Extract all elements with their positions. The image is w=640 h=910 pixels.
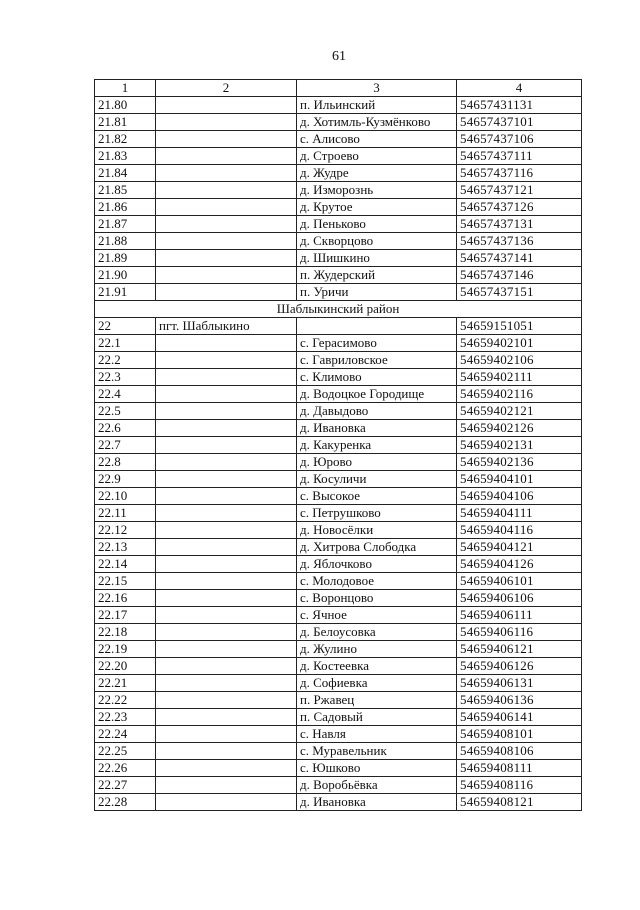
row-number-cell: 21.88 (95, 233, 156, 250)
row-number-cell: 22.14 (95, 556, 156, 573)
settlement-name-cell: д. Крутое (297, 199, 457, 216)
settlement-name-cell: д. Яблочково (297, 556, 457, 573)
oktmo-code-cell: 54659402126 (457, 420, 582, 437)
settlement-name-cell (297, 318, 457, 335)
settlement-name-cell: п. Ржавец (297, 692, 457, 709)
table-row (95, 114, 582, 131)
oktmo-code-cell: 54659408106 (457, 743, 582, 760)
settlement-type-cell (156, 216, 297, 233)
row-number-cell: 22.12 (95, 522, 156, 539)
table-row (95, 709, 582, 726)
oktmo-code-cell: 54659408121 (457, 794, 582, 811)
oktmo-code-cell: 54659402121 (457, 403, 582, 420)
settlement-type-cell (156, 114, 297, 131)
table-row (95, 318, 582, 335)
table-row (95, 369, 582, 386)
row-number-cell: 22.15 (95, 573, 156, 590)
settlement-type-cell: пгт. Шаблыкино (156, 318, 297, 335)
settlement-type-cell (156, 641, 297, 658)
oktmo-code-cell: 54659402106 (457, 352, 582, 369)
settlement-name-cell: д. Хитрова Слободка (297, 539, 457, 556)
row-number-cell: 22.20 (95, 658, 156, 675)
table-row (95, 165, 582, 182)
table-row (95, 505, 582, 522)
district-section (95, 301, 582, 318)
page-number: 61 (332, 49, 346, 64)
column-header: 4 (457, 80, 582, 97)
oktmo-code-cell: 54657437101 (457, 114, 582, 131)
oktmo-code-cell: 54659151051 (457, 318, 582, 335)
settlement-type-cell (156, 233, 297, 250)
settlement-type-cell (156, 250, 297, 267)
table-row (95, 233, 582, 250)
row-number-cell: 21.84 (95, 165, 156, 182)
row-number-cell: 22.3 (95, 369, 156, 386)
oktmo-code-cell: 54659406116 (457, 624, 582, 641)
settlement-name-cell: с. Гавриловское (297, 352, 457, 369)
row-number-cell: 22.8 (95, 454, 156, 471)
settlement-name-cell: с. Климово (297, 369, 457, 386)
settlement-type-cell (156, 199, 297, 216)
settlement-type-cell (156, 471, 297, 488)
oktmo-code-cell: 54659408111 (457, 760, 582, 777)
settlement-name-cell: д. Косуличи (297, 471, 457, 488)
oktmo-code-cell: 54657437126 (457, 199, 582, 216)
oktmo-code-cell: 54659402101 (457, 335, 582, 352)
table-row (95, 437, 582, 454)
settlement-name-cell: д. Строево (297, 148, 457, 165)
table-row (95, 352, 582, 369)
table-row (95, 675, 582, 692)
settlement-type-cell (156, 522, 297, 539)
district-row (95, 301, 582, 318)
column-header: 2 (156, 80, 297, 97)
settlement-name-cell: д. Какуренка (297, 437, 457, 454)
row-number-cell: 22.10 (95, 488, 156, 505)
table-row (95, 97, 582, 114)
settlement-type-cell (156, 335, 297, 352)
settlement-type-cell (156, 403, 297, 420)
settlement-type-cell (156, 182, 297, 199)
table-row (95, 590, 582, 607)
settlement-type-cell (156, 743, 297, 760)
table-row (95, 641, 582, 658)
settlement-name-cell: с. Муравельник (297, 743, 457, 760)
oktmo-code-cell: 54659406126 (457, 658, 582, 675)
settlement-type-cell (156, 590, 297, 607)
table-row (95, 794, 582, 811)
row-number-cell: 21.91 (95, 284, 156, 301)
table-row (95, 692, 582, 709)
oktmo-code-cell: 54657431131 (457, 97, 582, 114)
row-number-cell: 21.82 (95, 131, 156, 148)
settlement-type-cell (156, 675, 297, 692)
oktmo-code-cell: 54659404126 (457, 556, 582, 573)
settlement-name-cell: д. Скворцово (297, 233, 457, 250)
settlement-type-cell (156, 692, 297, 709)
settlement-code-table (94, 79, 582, 811)
oktmo-code-cell: 54659406136 (457, 692, 582, 709)
settlement-name-cell: д. Ивановка (297, 794, 457, 811)
oktmo-code-cell: 54659404116 (457, 522, 582, 539)
table-row (95, 760, 582, 777)
settlement-name-cell: с. Петрушково (297, 505, 457, 522)
settlement-type-cell (156, 267, 297, 284)
settlement-name-cell: с. Герасимово (297, 335, 457, 352)
settlement-type-cell (156, 777, 297, 794)
oktmo-code-cell: 54657437116 (457, 165, 582, 182)
table-row (95, 199, 582, 216)
oktmo-code-cell: 54659406101 (457, 573, 582, 590)
table-row (95, 726, 582, 743)
table-row (95, 216, 582, 233)
row-number-cell: 22.5 (95, 403, 156, 420)
settlement-name-cell: д. Шишкино (297, 250, 457, 267)
oktmo-code-cell: 54659402136 (457, 454, 582, 471)
row-number-cell: 22.1 (95, 335, 156, 352)
column-header: 3 (297, 80, 457, 97)
row-number-cell: 22.23 (95, 709, 156, 726)
settlement-type-cell (156, 760, 297, 777)
table-row (95, 607, 582, 624)
row-number-cell: 22.27 (95, 777, 156, 794)
row-number-cell: 22.17 (95, 607, 156, 624)
settlement-type-cell (156, 131, 297, 148)
row-number-cell: 22.13 (95, 539, 156, 556)
row-number-cell: 21.85 (95, 182, 156, 199)
settlement-name-cell: д. Белоусовка (297, 624, 457, 641)
settlement-name-cell: п. Садовый (297, 709, 457, 726)
row-number-cell: 22.9 (95, 471, 156, 488)
settlement-type-cell (156, 420, 297, 437)
settlement-name-cell: д. Давыдово (297, 403, 457, 420)
settlement-name-cell: п. Жудерский (297, 267, 457, 284)
table-row (95, 335, 582, 352)
settlement-type-cell (156, 607, 297, 624)
row-number-cell: 21.80 (95, 97, 156, 114)
settlement-type-cell (156, 539, 297, 556)
table-row (95, 556, 582, 573)
settlement-type-cell (156, 369, 297, 386)
table-row (95, 386, 582, 403)
table-row (95, 539, 582, 556)
row-number-cell: 21.81 (95, 114, 156, 131)
oktmo-code-cell: 54659404111 (457, 505, 582, 522)
settlement-type-cell (156, 488, 297, 505)
row-number-cell: 21.83 (95, 148, 156, 165)
table-row (95, 573, 582, 590)
oktmo-code-cell: 54659408116 (457, 777, 582, 794)
row-number-cell: 22.4 (95, 386, 156, 403)
oktmo-code-cell: 54657437121 (457, 182, 582, 199)
table-row (95, 182, 582, 199)
oktmo-code-cell: 54659404101 (457, 471, 582, 488)
row-number-cell: 22.2 (95, 352, 156, 369)
oktmo-code-cell: 54659406141 (457, 709, 582, 726)
table-row (95, 471, 582, 488)
column-header: 1 (95, 80, 156, 97)
table-row (95, 420, 582, 437)
row-number-cell: 22.21 (95, 675, 156, 692)
settlement-name-cell: с. Юшково (297, 760, 457, 777)
settlement-type-cell (156, 352, 297, 369)
table-row (95, 658, 582, 675)
row-number-cell: 22.28 (95, 794, 156, 811)
row-number-cell: 22.25 (95, 743, 156, 760)
row-number-cell: 22.18 (95, 624, 156, 641)
settlement-type-cell (156, 454, 297, 471)
oktmo-code-cell: 54659406121 (457, 641, 582, 658)
table-row (95, 250, 582, 267)
settlement-name-cell: с. Высокое (297, 488, 457, 505)
settlement-name-cell: д. Пеньково (297, 216, 457, 233)
settlement-type-cell (156, 658, 297, 675)
oktmo-code-cell: 54659406131 (457, 675, 582, 692)
settlement-type-cell (156, 709, 297, 726)
settlement-type-cell (156, 386, 297, 403)
row-number-cell: 22.6 (95, 420, 156, 437)
district-title: Шаблыкинский район (95, 301, 582, 318)
settlement-type-cell (156, 284, 297, 301)
settlement-name-cell: д. Костеевка (297, 658, 457, 675)
settlement-type-cell (156, 148, 297, 165)
table-body-before (95, 97, 582, 301)
settlement-name-cell: д. Софиевка (297, 675, 457, 692)
oktmo-code-cell: 54659402111 (457, 369, 582, 386)
row-number-cell: 22.22 (95, 692, 156, 709)
row-number-cell: 21.89 (95, 250, 156, 267)
settlement-name-cell: с. Навля (297, 726, 457, 743)
oktmo-code-cell: 54657437106 (457, 131, 582, 148)
settlement-name-cell: с. Воронцово (297, 590, 457, 607)
table-row (95, 743, 582, 760)
table-row (95, 148, 582, 165)
row-number-cell: 22 (95, 318, 156, 335)
settlement-type-cell (156, 505, 297, 522)
settlement-name-cell: д. Юрово (297, 454, 457, 471)
oktmo-code-cell: 54657437131 (457, 216, 582, 233)
settlement-type-cell (156, 437, 297, 454)
table-row (95, 777, 582, 794)
table-row (95, 454, 582, 471)
oktmo-code-cell: 54657437136 (457, 233, 582, 250)
table-row (95, 131, 582, 148)
settlement-name-cell: д. Водоцкое Городище (297, 386, 457, 403)
settlement-type-cell (156, 794, 297, 811)
settlement-type-cell (156, 165, 297, 182)
settlement-name-cell: д. Новосёлки (297, 522, 457, 539)
row-number-cell: 21.86 (95, 199, 156, 216)
oktmo-code-cell: 54659404106 (457, 488, 582, 505)
settlement-name-cell: с. Алисово (297, 131, 457, 148)
row-number-cell: 22.11 (95, 505, 156, 522)
row-number-cell: 22.26 (95, 760, 156, 777)
oktmo-code-cell: 54657437141 (457, 250, 582, 267)
settlement-name-cell: д. Ивановка (297, 420, 457, 437)
row-number-cell: 22.7 (95, 437, 156, 454)
oktmo-code-cell: 54659408101 (457, 726, 582, 743)
oktmo-code-cell: 54659402131 (457, 437, 582, 454)
oktmo-code-cell: 54659402116 (457, 386, 582, 403)
settlement-name-cell: д. Жулино (297, 641, 457, 658)
table-row (95, 284, 582, 301)
table-body-after (95, 318, 582, 811)
row-number-cell: 22.24 (95, 726, 156, 743)
settlement-type-cell (156, 573, 297, 590)
oktmo-code-cell: 54657437151 (457, 284, 582, 301)
settlement-type-cell (156, 624, 297, 641)
oktmo-code-cell: 54659406111 (457, 607, 582, 624)
table-row (95, 267, 582, 284)
settlement-type-cell (156, 97, 297, 114)
settlement-type-cell (156, 556, 297, 573)
settlement-name-cell: д. Хотимль-Кузмёнково (297, 114, 457, 131)
settlement-name-cell: п. Уричи (297, 284, 457, 301)
settlement-name-cell: с. Молодовое (297, 573, 457, 590)
table-row (95, 403, 582, 420)
settlement-name-cell: с. Ячное (297, 607, 457, 624)
table-row (95, 522, 582, 539)
table-header-row (95, 80, 582, 97)
table-row (95, 488, 582, 505)
oktmo-code-cell: 54657437111 (457, 148, 582, 165)
settlement-name-cell: д. Изморознь (297, 182, 457, 199)
row-number-cell: 22.16 (95, 590, 156, 607)
settlement-name-cell: д. Жудре (297, 165, 457, 182)
settlement-name-cell: п. Ильинский (297, 97, 457, 114)
table-row (95, 624, 582, 641)
oktmo-code-cell: 54659406106 (457, 590, 582, 607)
oktmo-code-cell: 54657437146 (457, 267, 582, 284)
settlement-name-cell: д. Воробьёвка (297, 777, 457, 794)
oktmo-code-cell: 54659404121 (457, 539, 582, 556)
settlement-type-cell (156, 726, 297, 743)
row-number-cell: 21.87 (95, 216, 156, 233)
row-number-cell: 21.90 (95, 267, 156, 284)
row-number-cell: 22.19 (95, 641, 156, 658)
